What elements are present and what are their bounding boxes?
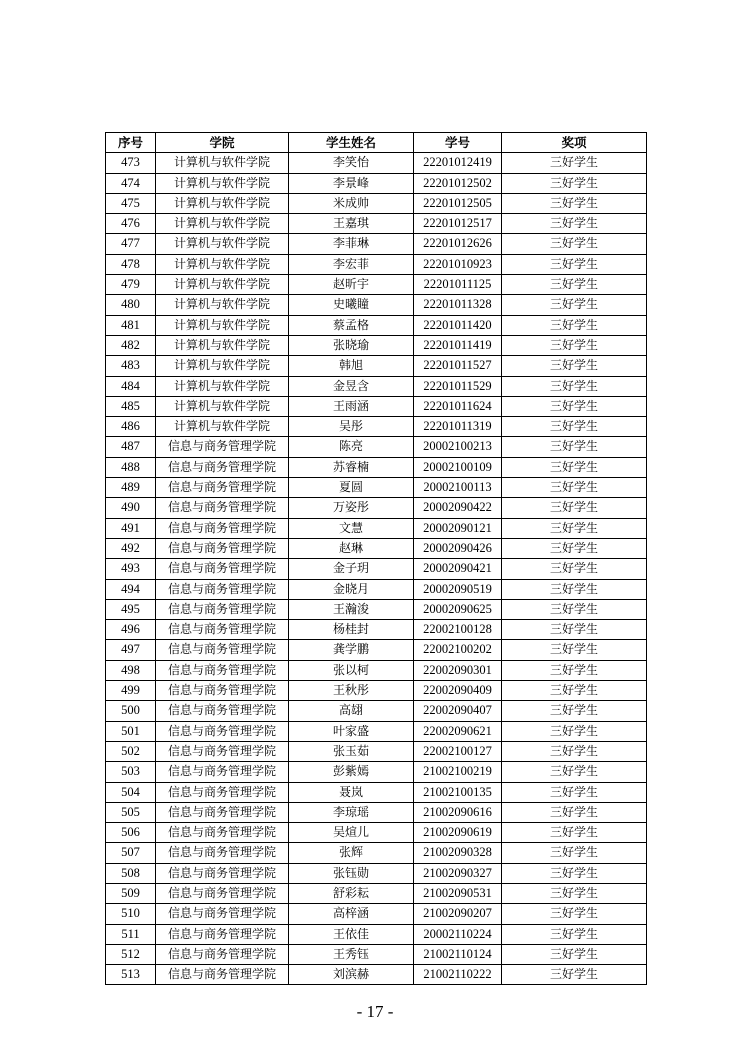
table-row — [106, 762, 647, 782]
cell-student-name: 李菲琳 — [289, 234, 414, 254]
cell-college: 信息与商务管理学院 — [156, 721, 289, 741]
cell-student-name: 王嘉琪 — [289, 214, 414, 234]
cell-student-name: 王瀚浚 — [289, 599, 414, 619]
header-student-id: 学号 — [414, 133, 502, 153]
cell-college: 计算机与软件学院 — [156, 275, 289, 295]
cell-award: 三好学生 — [502, 498, 647, 518]
cell-student-id: 20002100213 — [414, 437, 502, 457]
cell-student-name: 李景峰 — [289, 173, 414, 193]
cell-index: 498 — [106, 660, 156, 680]
cell-student-id: 22201011527 — [414, 356, 502, 376]
cell-student-id: 20002090422 — [414, 498, 502, 518]
cell-award: 三好学生 — [502, 924, 647, 944]
cell-student-id: 22201011319 — [414, 417, 502, 437]
page-number: - 17 - — [356, 1002, 394, 1021]
cell-index: 487 — [106, 437, 156, 457]
cell-index: 491 — [106, 518, 156, 538]
cell-student-name: 李琼瑶 — [289, 802, 414, 822]
cell-college: 计算机与软件学院 — [156, 234, 289, 254]
table-row — [106, 681, 647, 701]
cell-college: 信息与商务管理学院 — [156, 863, 289, 883]
table-row — [106, 883, 647, 903]
table-row — [106, 275, 647, 295]
cell-student-id: 20002100113 — [414, 478, 502, 498]
cell-award: 三好学生 — [502, 417, 647, 437]
table-row — [106, 741, 647, 761]
table-row — [106, 193, 647, 213]
cell-index: 509 — [106, 883, 156, 903]
cell-student-name: 史曦瞳 — [289, 295, 414, 315]
cell-award: 三好学生 — [502, 254, 647, 274]
table-row — [106, 498, 647, 518]
cell-student-id: 21002100135 — [414, 782, 502, 802]
table-row — [106, 356, 647, 376]
cell-student-id: 22002100127 — [414, 741, 502, 761]
cell-student-name: 米成帅 — [289, 193, 414, 213]
cell-award: 三好学生 — [502, 843, 647, 863]
cell-index: 478 — [106, 254, 156, 274]
cell-student-id: 22201011328 — [414, 295, 502, 315]
cell-student-id: 22201012626 — [414, 234, 502, 254]
cell-student-name: 杨桂封 — [289, 620, 414, 640]
table-row — [106, 457, 647, 477]
cell-student-name: 李宏菲 — [289, 254, 414, 274]
table-row — [106, 944, 647, 964]
cell-college: 信息与商务管理学院 — [156, 518, 289, 538]
cell-student-id: 20002090625 — [414, 599, 502, 619]
table-row — [106, 904, 647, 924]
cell-award: 三好学生 — [502, 437, 647, 457]
cell-index: 477 — [106, 234, 156, 254]
cell-student-id: 21002090207 — [414, 904, 502, 924]
cell-college: 信息与商务管理学院 — [156, 437, 289, 457]
cell-college: 信息与商务管理学院 — [156, 762, 289, 782]
cell-award: 三好学生 — [502, 457, 647, 477]
cell-award: 三好学生 — [502, 802, 647, 822]
cell-student-id: 21002090619 — [414, 823, 502, 843]
cell-student-id: 20002090519 — [414, 579, 502, 599]
cell-award: 三好学生 — [502, 599, 647, 619]
cell-student-id: 22201012419 — [414, 153, 502, 173]
cell-college: 信息与商务管理学院 — [156, 538, 289, 558]
cell-index: 490 — [106, 498, 156, 518]
cell-college: 信息与商务管理学院 — [156, 701, 289, 721]
cell-award: 三好学生 — [502, 275, 647, 295]
cell-index: 508 — [106, 863, 156, 883]
cell-student-name: 金昱含 — [289, 376, 414, 396]
cell-award: 三好学生 — [502, 478, 647, 498]
cell-student-id: 20002110224 — [414, 924, 502, 944]
table-row — [106, 538, 647, 558]
cell-college: 计算机与软件学院 — [156, 356, 289, 376]
table-row — [106, 579, 647, 599]
table-row — [106, 153, 647, 173]
cell-award: 三好学生 — [502, 863, 647, 883]
cell-index: 496 — [106, 620, 156, 640]
cell-student-name: 张晓瑜 — [289, 335, 414, 355]
cell-index: 484 — [106, 376, 156, 396]
table-row — [106, 843, 647, 863]
cell-index: 483 — [106, 356, 156, 376]
cell-index: 499 — [106, 681, 156, 701]
cell-college: 信息与商务管理学院 — [156, 904, 289, 924]
cell-college: 信息与商务管理学院 — [156, 457, 289, 477]
cell-college: 计算机与软件学院 — [156, 193, 289, 213]
table-row — [106, 660, 647, 680]
table-row — [106, 721, 647, 741]
cell-student-id: 22002100202 — [414, 640, 502, 660]
cell-index: 480 — [106, 295, 156, 315]
cell-award: 三好学生 — [502, 193, 647, 213]
cell-college: 信息与商务管理学院 — [156, 681, 289, 701]
cell-college: 计算机与软件学院 — [156, 396, 289, 416]
cell-award: 三好学生 — [502, 640, 647, 660]
cell-award: 三好学生 — [502, 153, 647, 173]
cell-student-name: 吴彤 — [289, 417, 414, 437]
cell-student-name: 苏睿楠 — [289, 457, 414, 477]
cell-student-name: 高梓涵 — [289, 904, 414, 924]
cell-student-id: 21002100219 — [414, 762, 502, 782]
table-row — [106, 478, 647, 498]
cell-college: 信息与商务管理学院 — [156, 802, 289, 822]
cell-index: 495 — [106, 599, 156, 619]
table-row — [106, 335, 647, 355]
table-row — [106, 173, 647, 193]
cell-college: 信息与商务管理学院 — [156, 843, 289, 863]
cell-index: 504 — [106, 782, 156, 802]
cell-student-name: 张钰勋 — [289, 863, 414, 883]
cell-student-name: 王依佳 — [289, 924, 414, 944]
cell-student-id: 22201011419 — [414, 335, 502, 355]
cell-college: 信息与商务管理学院 — [156, 924, 289, 944]
cell-index: 512 — [106, 944, 156, 964]
cell-student-name: 吴煊儿 — [289, 823, 414, 843]
cell-index: 513 — [106, 965, 156, 985]
cell-index: 486 — [106, 417, 156, 437]
cell-student-name: 夏圆 — [289, 478, 414, 498]
cell-student-id: 22002090407 — [414, 701, 502, 721]
cell-award: 三好学生 — [502, 762, 647, 782]
cell-college: 信息与商务管理学院 — [156, 965, 289, 985]
cell-student-name: 蔡孟格 — [289, 315, 414, 335]
cell-index: 489 — [106, 478, 156, 498]
cell-student-name: 聂岚 — [289, 782, 414, 802]
cell-student-name: 李笑怡 — [289, 153, 414, 173]
cell-student-id: 20002100109 — [414, 457, 502, 477]
cell-award: 三好学生 — [502, 173, 647, 193]
cell-award: 三好学生 — [502, 234, 647, 254]
cell-student-name: 刘滨赫 — [289, 965, 414, 985]
cell-student-id: 22201011624 — [414, 396, 502, 416]
cell-index: 511 — [106, 924, 156, 944]
cell-index: 473 — [106, 153, 156, 173]
cell-index: 502 — [106, 741, 156, 761]
table-row — [106, 254, 647, 274]
cell-student-id: 22201012502 — [414, 173, 502, 193]
cell-index: 481 — [106, 315, 156, 335]
cell-index: 492 — [106, 538, 156, 558]
cell-index: 493 — [106, 559, 156, 579]
table-row — [106, 620, 647, 640]
cell-award: 三好学生 — [502, 315, 647, 335]
cell-index: 476 — [106, 214, 156, 234]
cell-student-id: 21002090327 — [414, 863, 502, 883]
table-row — [106, 802, 647, 822]
cell-student-id: 22201011420 — [414, 315, 502, 335]
table-row — [106, 518, 647, 538]
table-row — [106, 599, 647, 619]
cell-index: 507 — [106, 843, 156, 863]
cell-college: 信息与商务管理学院 — [156, 498, 289, 518]
cell-college: 信息与商务管理学院 — [156, 741, 289, 761]
table-row — [106, 823, 647, 843]
cell-college: 计算机与软件学院 — [156, 315, 289, 335]
table-row — [106, 701, 647, 721]
cell-college: 计算机与软件学院 — [156, 335, 289, 355]
cell-college: 信息与商务管理学院 — [156, 599, 289, 619]
cell-student-id: 20002090121 — [414, 518, 502, 538]
cell-award: 三好学生 — [502, 701, 647, 721]
awards-table — [105, 132, 647, 985]
table-body — [106, 153, 647, 985]
cell-college: 信息与商务管理学院 — [156, 944, 289, 964]
header-index: 序号 — [106, 133, 156, 153]
header-row — [106, 133, 647, 153]
cell-student-name: 陈亮 — [289, 437, 414, 457]
table-row — [106, 376, 647, 396]
cell-student-name: 赵琳 — [289, 538, 414, 558]
cell-award: 三好学生 — [502, 681, 647, 701]
cell-student-id: 21002090328 — [414, 843, 502, 863]
cell-student-id: 21002110222 — [414, 965, 502, 985]
header-college: 学院 — [156, 133, 289, 153]
table-row — [106, 437, 647, 457]
cell-student-name: 金子玥 — [289, 559, 414, 579]
cell-index: 482 — [106, 335, 156, 355]
cell-student-name: 彭紫嫣 — [289, 762, 414, 782]
cell-student-name: 韩旭 — [289, 356, 414, 376]
cell-college: 计算机与软件学院 — [156, 376, 289, 396]
cell-student-id: 22201012505 — [414, 193, 502, 213]
cell-college: 信息与商务管理学院 — [156, 579, 289, 599]
cell-index: 503 — [106, 762, 156, 782]
cell-award: 三好学生 — [502, 214, 647, 234]
cell-award: 三好学生 — [502, 965, 647, 985]
cell-index: 501 — [106, 721, 156, 741]
cell-student-name: 张玉茹 — [289, 741, 414, 761]
cell-student-name: 万姿彤 — [289, 498, 414, 518]
cell-student-name: 高翃 — [289, 701, 414, 721]
cell-student-name: 龚学鹏 — [289, 640, 414, 660]
cell-index: 500 — [106, 701, 156, 721]
cell-student-id: 22201010923 — [414, 254, 502, 274]
cell-student-id: 20002090426 — [414, 538, 502, 558]
table-row — [106, 640, 647, 660]
cell-student-name: 金晓月 — [289, 579, 414, 599]
cell-index: 474 — [106, 173, 156, 193]
table-row — [106, 924, 647, 944]
table-row — [106, 417, 647, 437]
cell-college: 信息与商务管理学院 — [156, 620, 289, 640]
cell-index: 494 — [106, 579, 156, 599]
cell-award: 三好学生 — [502, 620, 647, 640]
table-row — [106, 396, 647, 416]
cell-student-id: 22201011125 — [414, 275, 502, 295]
cell-college: 信息与商务管理学院 — [156, 559, 289, 579]
cell-college: 计算机与软件学院 — [156, 254, 289, 274]
cell-college: 计算机与软件学院 — [156, 153, 289, 173]
cell-student-id: 22002090409 — [414, 681, 502, 701]
table-row — [106, 863, 647, 883]
cell-award: 三好学生 — [502, 356, 647, 376]
cell-student-name: 王雨涵 — [289, 396, 414, 416]
cell-award: 三好学生 — [502, 295, 647, 315]
cell-student-id: 21002110124 — [414, 944, 502, 964]
cell-student-id: 22201012517 — [414, 214, 502, 234]
cell-index: 510 — [106, 904, 156, 924]
cell-index: 475 — [106, 193, 156, 213]
cell-college: 信息与商务管理学院 — [156, 640, 289, 660]
cell-student-name: 文慧 — [289, 518, 414, 538]
table-row — [106, 315, 647, 335]
cell-student-id: 22201011529 — [414, 376, 502, 396]
cell-college: 计算机与软件学院 — [156, 214, 289, 234]
cell-student-name: 舒彩耘 — [289, 883, 414, 903]
cell-award: 三好学生 — [502, 741, 647, 761]
cell-student-id: 22002100128 — [414, 620, 502, 640]
cell-student-name: 王秀钰 — [289, 944, 414, 964]
table-row — [106, 295, 647, 315]
cell-award: 三好学生 — [502, 721, 647, 741]
cell-award: 三好学生 — [502, 376, 647, 396]
cell-college: 信息与商务管理学院 — [156, 660, 289, 680]
table-row — [106, 559, 647, 579]
cell-award: 三好学生 — [502, 579, 647, 599]
cell-award: 三好学生 — [502, 335, 647, 355]
table-header — [106, 133, 647, 153]
cell-student-id: 21002090616 — [414, 802, 502, 822]
cell-index: 505 — [106, 802, 156, 822]
cell-award: 三好学生 — [502, 396, 647, 416]
table-row — [106, 234, 647, 254]
cell-student-name: 赵昕宇 — [289, 275, 414, 295]
cell-college: 信息与商务管理学院 — [156, 478, 289, 498]
cell-student-id: 22002090621 — [414, 721, 502, 741]
cell-college: 计算机与软件学院 — [156, 173, 289, 193]
table-row — [106, 214, 647, 234]
table-row — [106, 965, 647, 985]
cell-college: 信息与商务管理学院 — [156, 823, 289, 843]
cell-college: 计算机与软件学院 — [156, 295, 289, 315]
cell-award: 三好学生 — [502, 660, 647, 680]
cell-student-id: 21002090531 — [414, 883, 502, 903]
cell-index: 488 — [106, 457, 156, 477]
cell-index: 485 — [106, 396, 156, 416]
cell-index: 479 — [106, 275, 156, 295]
cell-student-name: 王秋彤 — [289, 681, 414, 701]
cell-award: 三好学生 — [502, 904, 647, 924]
cell-index: 497 — [106, 640, 156, 660]
cell-award: 三好学生 — [502, 518, 647, 538]
cell-award: 三好学生 — [502, 823, 647, 843]
cell-award: 三好学生 — [502, 559, 647, 579]
cell-student-name: 张辉 — [289, 843, 414, 863]
cell-student-name: 叶家盛 — [289, 721, 414, 741]
cell-award: 三好学生 — [502, 883, 647, 903]
cell-student-name: 张以柯 — [289, 660, 414, 680]
cell-student-id: 22002090301 — [414, 660, 502, 680]
cell-index: 506 — [106, 823, 156, 843]
cell-award: 三好学生 — [502, 944, 647, 964]
header-award: 奖项 — [502, 133, 647, 153]
header-student-name: 学生姓名 — [289, 133, 414, 153]
cell-college: 信息与商务管理学院 — [156, 782, 289, 802]
cell-college: 信息与商务管理学院 — [156, 883, 289, 903]
cell-student-id: 20002090421 — [414, 559, 502, 579]
table-row — [106, 782, 647, 802]
cell-award: 三好学生 — [502, 538, 647, 558]
cell-award: 三好学生 — [502, 782, 647, 802]
cell-college: 计算机与软件学院 — [156, 417, 289, 437]
